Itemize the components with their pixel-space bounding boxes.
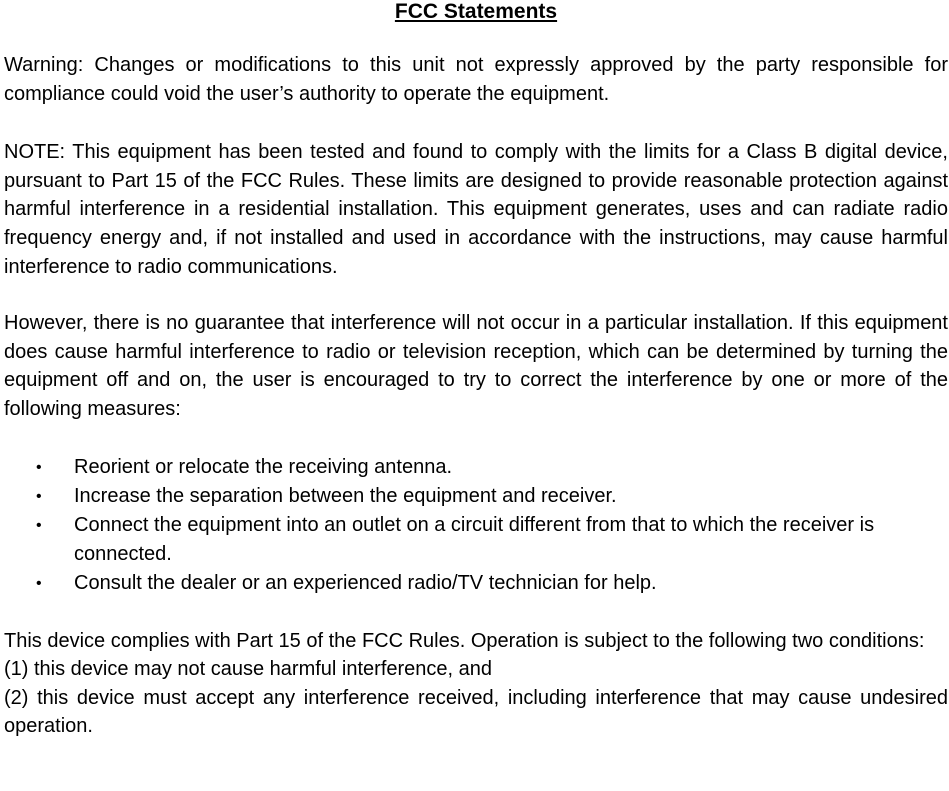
condition-1: (1) this device may not cause harmful interference, and (4, 658, 493, 681)
condition-2: (2) this device must accept any interference received, including interference that may cause undesired operation. (4, 686, 948, 738)
bullet-icon: • (36, 516, 42, 534)
warning-paragraph: Warning: Changes or modifications to this unit not expressly approved by the party responsible for compliance could void the user’s authority to operate the equipment. (4, 54, 948, 105)
list-item (36, 453, 948, 482)
list-item (36, 569, 948, 598)
measure-text: Consult the dealer or an experienced radio/TV technician for help. (74, 571, 657, 594)
list-item (36, 482, 948, 511)
however-paragraph: However, there is no guarantee that interference will not occur in a particular installation. If this equipment does cause harmful interference to radio or television reception, which can be determined by turning the equipment off and on, the user is encouraged to try to correct the interference by one or more of the following measures: (4, 312, 948, 420)
measures-list (4, 453, 948, 598)
measure-text: Reorient or relocate the receiving antenna. (74, 455, 453, 478)
compliance-paragraph (4, 627, 948, 741)
list-item (36, 511, 948, 569)
measure-text: Connect the equipment into an outlet on a circuit different from that to which the receiver is connected. (74, 513, 875, 565)
bullet-icon: • (36, 574, 42, 592)
compliance-statement: This device complies with Part 15 of the FCC Rules. Operation is subject to the following two conditions: (4, 629, 925, 652)
measure-text: Increase the separation between the equipment and receiver. (74, 484, 617, 507)
note-paragraph: NOTE: This equipment has been tested and found to comply with the limits for a Class B digital device, pursuant to Part 15 of the FCC Rules. These limits are designed to provide reasonable protection against harmful interference in a residential installation. This equipment generates, uses and can radiate radio frequency energy and, if not installed and used in accordance with the instructions, may cause harmful interference to radio communications. (4, 141, 948, 278)
page-title: FCC Statements (394, 0, 558, 23)
bullet-icon: • (36, 487, 42, 505)
bullet-icon: • (36, 458, 42, 476)
